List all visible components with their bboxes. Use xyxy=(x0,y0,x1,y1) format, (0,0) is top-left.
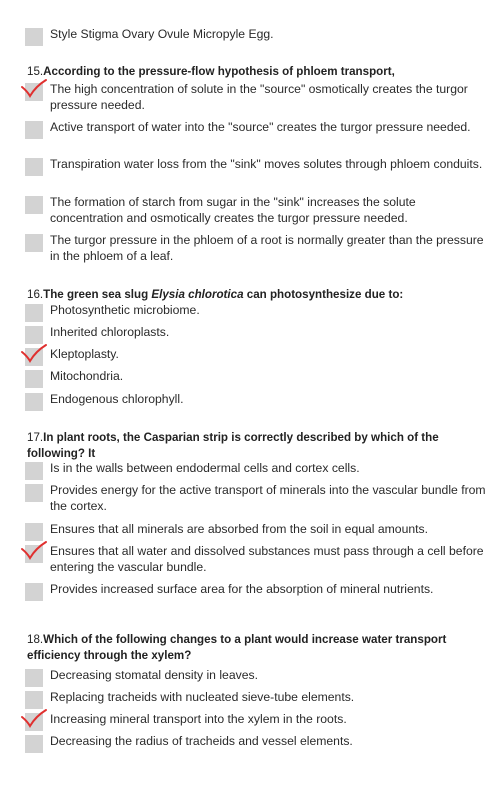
option-text: Provides energy for the active transport of minerals into the vascular bundle from the cortex. xyxy=(50,483,486,513)
q16-option-1[interactable] xyxy=(25,303,492,322)
question-text-end: can photosynthesize due to: xyxy=(243,288,404,301)
question-text-start: The green sea slug xyxy=(43,288,152,301)
checkmark-icon xyxy=(19,78,49,100)
option-text: The turgor pressure in the phloem of a root is normally greater than the pressure in the phloem of a leaf. xyxy=(50,233,484,263)
checkbox[interactable] xyxy=(25,370,43,388)
q16-option-5[interactable] xyxy=(25,392,492,411)
checkbox[interactable] xyxy=(25,304,43,322)
question-text-species: Elysia chlorotica xyxy=(151,288,244,301)
option-text: Ensures that all minerals are absorbed from the soil in equal amounts. xyxy=(50,522,429,536)
option-text: Replacing tracheids with nucleated sieve-tube elements. xyxy=(50,690,355,704)
option-text: Photosynthetic microbiome. xyxy=(50,303,200,317)
q17-option-4[interactable] xyxy=(25,544,492,575)
answer-option[interactable] xyxy=(25,27,492,46)
option-text: Endogenous chlorophyll. xyxy=(50,392,184,406)
q17-option-2[interactable] xyxy=(25,483,492,514)
checkbox[interactable] xyxy=(25,583,43,601)
checkbox[interactable] xyxy=(25,326,43,344)
question-text: Which of the following changes to a plant would increase water transport efficiency through the xylem? xyxy=(27,633,447,662)
q17-option-5[interactable] xyxy=(25,582,492,601)
option-text: Decreasing stomatal density in leaves. xyxy=(50,668,258,682)
question-number: 17. xyxy=(27,431,44,444)
question-text: In plant roots, the Casparian strip is correctly described by which of the following? It xyxy=(27,431,439,460)
q18-option-4[interactable] xyxy=(25,734,492,753)
checkbox[interactable] xyxy=(25,713,43,731)
checkmark-icon xyxy=(19,708,49,730)
q16-option-4[interactable] xyxy=(25,369,492,388)
option-text: Kleptoplasty. xyxy=(50,347,119,361)
question-number: 16. xyxy=(27,288,44,301)
q16-option-2[interactable] xyxy=(25,325,492,344)
q16-option-3[interactable] xyxy=(25,347,492,366)
option-text: Ensures that all water and dissolved substances must pass through a cell before entering the vascular bundle. xyxy=(50,544,484,574)
question-16-stem xyxy=(27,287,490,303)
option-text: Transpiration water loss from the "sink" moves solutes through phloem conduits. xyxy=(50,157,483,171)
checkbox[interactable] xyxy=(25,393,43,411)
q18-option-1[interactable] xyxy=(25,668,492,687)
option-text: The formation of starch from sugar in the "sink" increases the solute concentration and osmotically creates the turgor pressure needed. xyxy=(50,195,416,225)
q15-option-1[interactable] xyxy=(25,82,492,113)
checkbox[interactable] xyxy=(25,462,43,480)
question-number: 18. xyxy=(27,633,44,646)
checkbox[interactable] xyxy=(25,83,43,101)
q15-option-3[interactable] xyxy=(25,157,492,176)
checkbox[interactable] xyxy=(25,545,43,563)
question-18-stem xyxy=(27,632,490,663)
checkbox[interactable] xyxy=(25,28,43,46)
q18-option-3[interactable] xyxy=(25,712,492,731)
checkmark-icon xyxy=(19,540,49,562)
checkbox[interactable] xyxy=(25,484,43,502)
question-15-stem xyxy=(27,64,490,80)
checkbox[interactable] xyxy=(25,735,43,753)
option-text: Provides increased surface area for the absorption of mineral nutrients. xyxy=(50,582,434,596)
q17-option-1[interactable] xyxy=(25,461,492,480)
option-text: Inherited chloroplasts. xyxy=(50,325,170,339)
question-number: 15. xyxy=(27,65,44,78)
q18-option-2[interactable] xyxy=(25,690,492,709)
checkbox[interactable] xyxy=(25,523,43,541)
option-text: Increasing mineral transport into the xylem in the roots. xyxy=(50,712,347,726)
question-17-stem xyxy=(27,430,490,461)
question-text: According to the pressure-flow hypothesis of phloem transport, xyxy=(43,65,395,78)
checkbox[interactable] xyxy=(25,234,43,252)
option-text: Is in the walls between endodermal cells and cortex cells. xyxy=(50,461,360,475)
checkbox[interactable] xyxy=(25,121,43,139)
checkbox[interactable] xyxy=(25,669,43,687)
option-text: Mitochondria. xyxy=(50,369,124,383)
checkbox[interactable] xyxy=(25,691,43,709)
q15-option-4[interactable] xyxy=(25,195,492,226)
q15-option-5[interactable] xyxy=(25,233,492,264)
option-text: The high concentration of solute in the "source" osmotically creates the turgor pressure needed. xyxy=(50,82,468,112)
checkbox[interactable] xyxy=(25,196,43,214)
checkmark-icon xyxy=(19,343,49,365)
q17-option-3[interactable] xyxy=(25,522,492,541)
option-text: Decreasing the radius of tracheids and vessel elements. xyxy=(50,734,353,748)
checkbox[interactable] xyxy=(25,158,43,176)
checkbox[interactable] xyxy=(25,348,43,366)
option-text: Active transport of water into the "source" creates the turgor pressure needed. xyxy=(50,120,471,134)
q15-option-2[interactable] xyxy=(25,120,492,139)
option-text: Style Stigma Ovary Ovule Micropyle Egg. xyxy=(50,27,274,41)
